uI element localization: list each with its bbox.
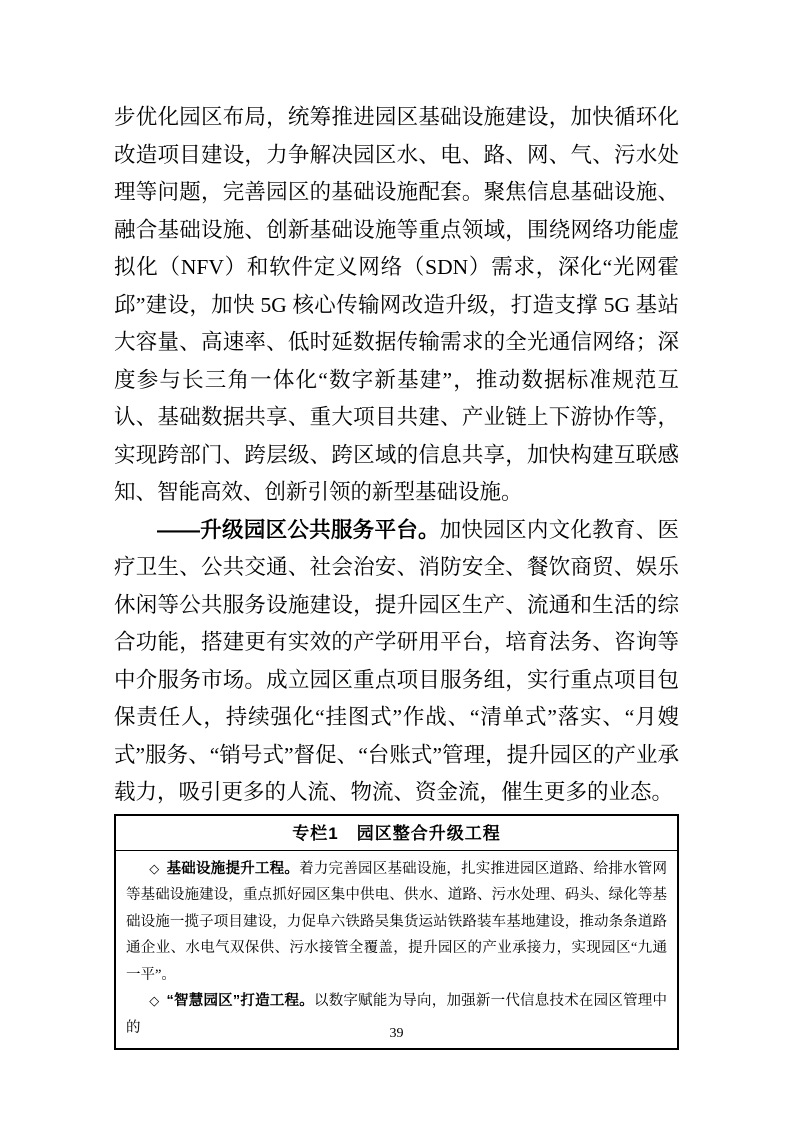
diamond-bullet-icon: ◇: [149, 993, 160, 1008]
paragraph-infrastructure: 步优化园区布局，统筹推进园区基础设施建设，加快循环化改造项目建设，力争解决园区水、电、路、网、气、污水处理等问题，完善园区的基础设施配套。聚焦信息基础设施、融合基础设施、创新基础设施等重点领域，围绕网络功能虚拟化（NFV）和软件定义网络（SDN）需求，深化“光网霍邱”建设，加快 5G 核心传输网改造升级，打造支撑 5G 基站大容量、高速率、低时延数据传输需求的全光通信网络；深度参与长三角一体化“数字新基建”，推动数据标准规范互认、基础数据共享、重大项目共建、产业链上下游协作等，实现跨部门、跨层级、跨区域的信息共享，加快构建互联感知、智能高效、创新引领的新型基础设施。: [114, 105, 679, 504]
paragraph-public-service-platform: [114, 512, 679, 812]
special-column-box: [114, 814, 679, 1051]
box-item-lead: 基础设施提升工程。: [166, 860, 300, 877]
page-number: 39: [389, 1026, 404, 1041]
document-body: [114, 99, 679, 1050]
box-item-text: 着力完善园区基础设施，扎实推进园区道路、给排水管网等基础设施建设，重点抓好园区集中供电、供水、道路、污水处理、码头、绿化等基础设施一揽子项目建设，力促阜六铁路吴集货运站铁路装车基地建设，推动条条道路通企业、水电气双保供、污水接管全覆盖，提升园区的产业承接力，实现园区“九通一平”。: [126, 860, 668, 983]
box-item-lead: “智慧园区”打造工程。: [166, 993, 314, 1009]
diamond-bullet-icon: ◇: [149, 860, 160, 876]
box-item-infrastructure-upgrade: [126, 856, 667, 989]
box-title: 专栏1 园区整合升级工程: [116, 816, 677, 851]
box-item-text: 以数字赋能为导向，加强新一代信息技术在园区管理中的: [126, 993, 668, 1036]
box-body: [116, 851, 677, 1049]
paragraph-text: 加快园区内文化教育、医疗卫生、公共交通、社会治安、消防安全、餐饮商贸、娱乐休闲等公共服务设施建设，提升园区生产、流通和生活的综合功能，搭建更有实效的产学研用平台，培育法务、咨询等中介服务市场。成立园区重点项目服务组，实行重点项目包保责任人，持续强化“挂图式”作战、“清单式”落实、“月嫂式”服务、“销号式”督促、“台账式”管理，提升园区的产业承载力，吸引更多的人流、物流、资金流，催生更多的业态。: [114, 517, 679, 804]
paragraph-bold-lead: ——升级园区公共服务平台。: [157, 517, 440, 542]
